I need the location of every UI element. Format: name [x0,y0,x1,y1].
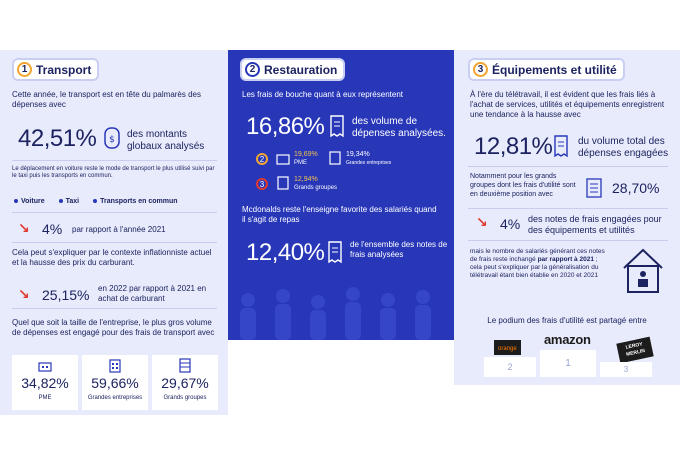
restauration-big-label: des volume de dépenses analysées. [352,116,446,139]
stat-pme [12,355,78,410]
restauration-mcdo-value: 12,40% [246,239,325,266]
transport-big-label: des montants globaux analysés [127,129,205,152]
brand-orange-logo: orange [494,340,521,355]
divider [12,212,217,213]
restauration-mcdo-label: de l'ensemble des notes de frais analysées [350,240,448,259]
stat-pme-label: PME [38,395,52,401]
rank-3-number: 3 [256,178,268,190]
home-office-icon [620,246,666,294]
building-medium-icon [328,151,342,165]
equipements-groups-value: 28,70% [612,180,660,196]
podium-step-1: 1 [540,350,596,377]
transport-badge [14,60,97,79]
equipements-badge [470,60,623,79]
receipt-icon [552,134,570,158]
equipements-panel [454,50,680,385]
rank-2-ge-label: Grandes entreprises [346,160,392,166]
transport-increase-label: par rapport à l'année 2021 [72,225,166,234]
trend-down-icon: ↘ [476,214,488,230]
podium-step-2: 2 [484,357,536,377]
brand-amazon-logo: amazon [544,332,591,347]
equipements-increase-label: des notes de frais engagées pour des équipements et utilités [528,214,662,235]
rank-3-label: Grands groupes [294,185,338,191]
brand-leroy-merlin-logo: LEROY MERLIN [616,337,653,364]
transport-modes [14,198,178,205]
building-small-icon [38,360,52,372]
receipt-icon [328,114,346,138]
equipements-big-label: du volume total des dépenses engagées [578,136,669,159]
trend-down-icon: ↘ [18,286,30,302]
money-bag-icon [102,124,122,152]
trend-down-icon: ↘ [18,220,30,236]
divider [12,242,217,243]
equipements-telework-text: mais le nombre de salariés générant ces notes de frais reste inchangé par rapport à 2021 ; cela peut s'expliquer par la généralisation du télétravail étant bien établie en 2020 et 2021 [470,248,605,279]
stat-gg [152,355,218,410]
rank-3-value: 12,94% [294,176,318,183]
rank-2-number: 2 [256,153,268,165]
restauration-title: Restauration [264,62,338,77]
transport-context: Cela peut s'expliquer par le contexte inflationniste actuel et la hausse des prix du carburant. [12,248,212,267]
divider [468,166,668,167]
equipements-number: 3 [473,62,488,77]
transport-fuel-label: en 2022 par rapport à 2021 en achat de carburant [98,284,207,303]
rank-2-pme-label: PME [294,160,308,166]
podium-step-3: 3 [600,362,652,377]
restauration-intro: Les frais de bouche quant à eux représentent [242,90,403,99]
building-tall-icon [276,176,290,190]
transport-size-text: Quel que soit la taille de l'entreprise, le plus gros volume de dépenses est engagé pour des frais de transport avec [12,318,215,337]
mode-car: Voiture [14,198,45,205]
equipements-big-value: 12,81% [474,133,553,160]
divider [12,308,217,309]
stat-gg-label: Grands groupes [163,395,207,401]
equipements-title: Équipements et utilité [492,62,617,77]
transport-panel [0,50,228,415]
podium-title: Le podium des frais d'utilité est partagé entre [487,316,647,325]
stat-ge [82,355,148,410]
svg-text:$: $ [109,135,115,145]
mode-public: Transports en commun [93,198,177,205]
equipements-increase-value: 4% [500,216,521,232]
building-small-icon [276,151,290,165]
receipt-icon [326,240,344,264]
rank-2-pme-value: 19,69% [294,151,318,158]
equipements-intro: À l'ère du télétravail, il est évident que les frais liés à l'achat de services, utilités et équipements enregistrent une tendance à la hausse avec [470,90,665,119]
transport-fuel-value: 25,15% [42,287,90,303]
divider [468,240,668,241]
crowd-silhouette-illustration [228,280,454,340]
divider [468,208,668,209]
transport-number: 1 [17,62,32,77]
restauration-badge [242,60,343,79]
transport-big-value: 42,51% [18,125,97,152]
stat-ge-value: 59,66% [91,375,139,391]
rank-2-ge-value: 19,34% [346,151,370,158]
stat-pme-value: 34,82% [21,375,69,391]
transport-detail: Le déplacement en voiture reste le mode de transport le plus utilisé suivi par le taxi puis les transports en commun. [12,166,215,179]
restauration-number: 2 [245,62,260,77]
restauration-panel [228,50,454,340]
building-tall-icon [178,358,192,373]
mode-taxi: Taxi [59,198,80,205]
building-medium-icon [108,359,122,373]
restauration-mcdo-text: Mcdonalds reste l'enseigne favorite des salariés quand il s'agit de repas [242,205,437,224]
divider [12,160,217,161]
transport-title: Transport [36,62,92,77]
transport-increase-value: 4% [42,221,63,237]
stat-ge-label: Grandes entreprises [87,395,143,401]
transport-intro: Cette année, le transport est en tête du palmarès des dépenses avec [12,90,202,109]
equipements-groups-text: Notamment pour les grands groupes dont les frais d'utilité sont en deuxième position avec [470,173,576,198]
stat-gg-value: 29,67% [161,375,209,391]
restauration-big-value: 16,86% [246,113,325,140]
document-list-icon [586,178,602,198]
